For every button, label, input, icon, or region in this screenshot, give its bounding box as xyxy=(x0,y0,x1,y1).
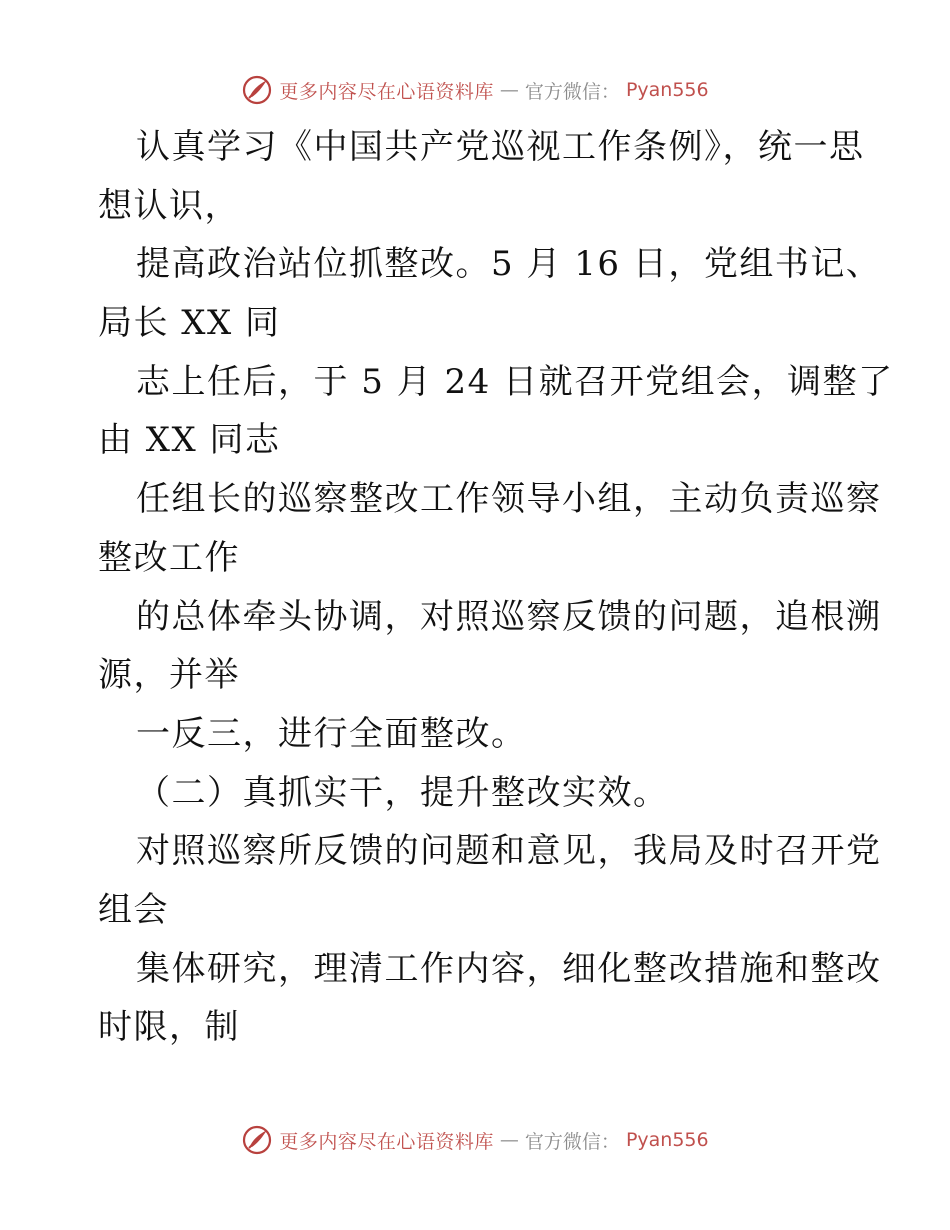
watermark-wechat-label: 官方微信： xyxy=(524,1130,620,1153)
text-line: 由 XX 同志 xyxy=(98,420,281,461)
watermark-wechat-id: Pyan556 xyxy=(625,79,709,101)
text-line: 集体研究，理清工作内容，细化整改措施和整改 xyxy=(136,948,882,989)
document-body xyxy=(98,118,894,1057)
quill-seal-icon xyxy=(241,74,273,106)
watermark-wechat-label: 官方微信： xyxy=(524,80,620,103)
header-watermark xyxy=(0,70,950,110)
section-heading: （二）真抓实干，提升整改实效。 xyxy=(136,772,669,813)
text-line: 源，并举 xyxy=(98,655,240,696)
text-line: 志上任后，于 5 月 24 日就召开党组会，调整了 xyxy=(136,361,894,402)
watermark-brand: 更多内容尽在心语资料库 xyxy=(279,80,494,103)
text-line: 一反三，进行全面整改。 xyxy=(136,713,527,754)
text-line: 想认识， xyxy=(98,185,240,226)
watermark-separator: — xyxy=(499,1129,519,1151)
text-line: 整改工作 xyxy=(98,537,240,578)
watermark-wechat-id: Pyan556 xyxy=(625,1129,709,1151)
text-line: 对照巡察所反馈的问题和意见，我局及时召开党 xyxy=(136,831,882,872)
text-line: 时限，制 xyxy=(98,1007,240,1048)
text-line: 提高政治站位抓整改。5 月 16 日，党组书记、 xyxy=(136,244,882,285)
footer-watermark xyxy=(0,1120,950,1160)
text-line: 组会 xyxy=(98,889,169,930)
text-line: 任组长的巡察整改工作领导小组，主动负责巡察 xyxy=(136,479,882,520)
text-line: 的总体牵头协调，对照巡察反馈的问题，追根溯 xyxy=(136,596,882,637)
quill-seal-icon xyxy=(241,1124,273,1156)
watermark-separator: — xyxy=(499,79,519,101)
text-line: 局长 XX 同 xyxy=(98,303,281,344)
text-line: 认真学习《中国共产党巡视工作条例》，统一思 xyxy=(136,127,865,167)
watermark-brand: 更多内容尽在心语资料库 xyxy=(279,1130,494,1153)
